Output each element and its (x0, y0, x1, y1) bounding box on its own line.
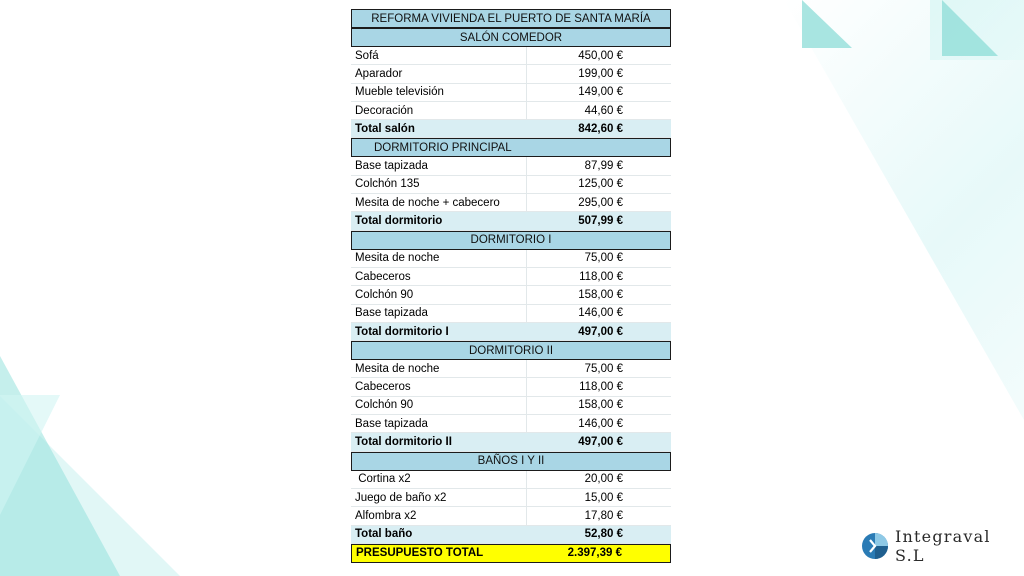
item-name: Mesita de noche + cabecero (351, 194, 527, 211)
total-label: Total dormitorio I (355, 325, 449, 338)
item-price: 17,80 € (584, 509, 623, 522)
item-price: 125,00 € (578, 178, 623, 191)
table-row (351, 102, 671, 120)
table-row (351, 84, 671, 102)
table-row (351, 305, 671, 323)
item-price: 146,00 € (578, 307, 623, 320)
total-label: Total dormitorio (355, 215, 443, 228)
decor-top-right-gradient (784, 0, 1024, 420)
total-value: 52,80 € (584, 528, 623, 541)
company-name: Integraval S.L (895, 527, 991, 565)
total-value: 497,00 € (578, 435, 623, 448)
company-logo (861, 527, 1024, 565)
table-row (351, 268, 671, 286)
grand-total-label: PRESUPUESTO TOTAL (356, 547, 484, 560)
table-row (351, 176, 671, 194)
budget-table (351, 9, 671, 563)
table-title: REFORMA VIVIENDA EL PUERTO DE SANTA MARÍA (351, 9, 671, 28)
total-row-salon (351, 120, 671, 138)
grand-total-row (351, 544, 671, 563)
item-price: 295,00 € (578, 196, 623, 209)
grand-total-value: 2.397,39 € (567, 547, 622, 560)
item-name: Cabeceros (351, 378, 527, 395)
section-header-banos: BAÑOS I Y II (351, 452, 671, 471)
item-price: 15,00 € (584, 491, 623, 504)
item-price: 158,00 € (578, 288, 623, 301)
table-row (351, 471, 671, 489)
item-name: Mesita de noche (351, 250, 527, 267)
total-label: Total salón (355, 122, 415, 135)
decor-triangle (802, 0, 852, 48)
table-row (351, 489, 671, 507)
section-header-dormitorio-ii: DORMITORIO II (351, 341, 671, 360)
table-row (351, 286, 671, 304)
section-header-dormitorio-i: DORMITORIO I (351, 231, 671, 250)
decor-triangle (942, 0, 998, 56)
item-name: Colchón 135 (351, 176, 527, 193)
table-row (351, 360, 671, 378)
section-header-dormitorio-principal: DORMITORIO PRINCIPAL (351, 138, 671, 157)
item-name: Cabeceros (351, 268, 527, 285)
item-name: Alfombra x2 (351, 507, 527, 524)
table-row (351, 397, 671, 415)
table-row (351, 378, 671, 396)
table-row (351, 65, 671, 83)
item-name: Aparador (351, 65, 527, 82)
item-price: 149,00 € (578, 86, 623, 99)
item-price: 44,60 € (584, 104, 623, 117)
table-row (351, 250, 671, 268)
total-row-dormitorio-i (351, 323, 671, 341)
total-value: 507,99 € (578, 215, 623, 228)
section-header-salon: SALÓN COMEDOR (351, 28, 671, 47)
total-row-banos (351, 526, 671, 544)
total-label: Total baño (355, 528, 413, 541)
table-row (351, 415, 671, 433)
item-price: 75,00 € (584, 252, 623, 265)
total-row-dormitorio (351, 212, 671, 230)
item-price: 199,00 € (578, 67, 623, 80)
item-name: Base tapizada (351, 157, 527, 174)
item-name: Sofá (351, 47, 527, 64)
table-row (351, 47, 671, 65)
item-price: 20,00 € (584, 473, 623, 486)
item-price: 75,00 € (584, 362, 623, 375)
item-name: Decoración (351, 102, 527, 119)
item-name: Colchón 90 (351, 397, 527, 414)
item-name: Base tapizada (351, 415, 527, 432)
item-price: 450,00 € (578, 49, 623, 62)
item-price: 158,00 € (578, 399, 623, 412)
item-name: Colchón 90 (351, 286, 527, 303)
item-price: 118,00 € (579, 270, 623, 283)
decor-bottom-left (0, 395, 60, 515)
item-name: Cortina x2 (351, 471, 527, 488)
table-row (351, 194, 671, 212)
integraval-logo-icon (861, 532, 889, 560)
item-name: Mueble televisión (351, 84, 527, 101)
item-price: 146,00 € (578, 417, 623, 430)
item-name: Mesita de noche (351, 360, 527, 377)
total-label: Total dormitorio II (355, 435, 452, 448)
item-name: Juego de baño x2 (351, 489, 527, 506)
table-row (351, 157, 671, 175)
item-name: Base tapizada (351, 305, 527, 322)
table-row (351, 507, 671, 525)
total-value: 497,00 € (578, 325, 623, 338)
total-row-dormitorio-ii (351, 433, 671, 451)
item-price: 87,99 € (584, 160, 623, 173)
total-value: 842,60 € (578, 122, 623, 135)
item-price: 118,00 € (579, 381, 623, 394)
